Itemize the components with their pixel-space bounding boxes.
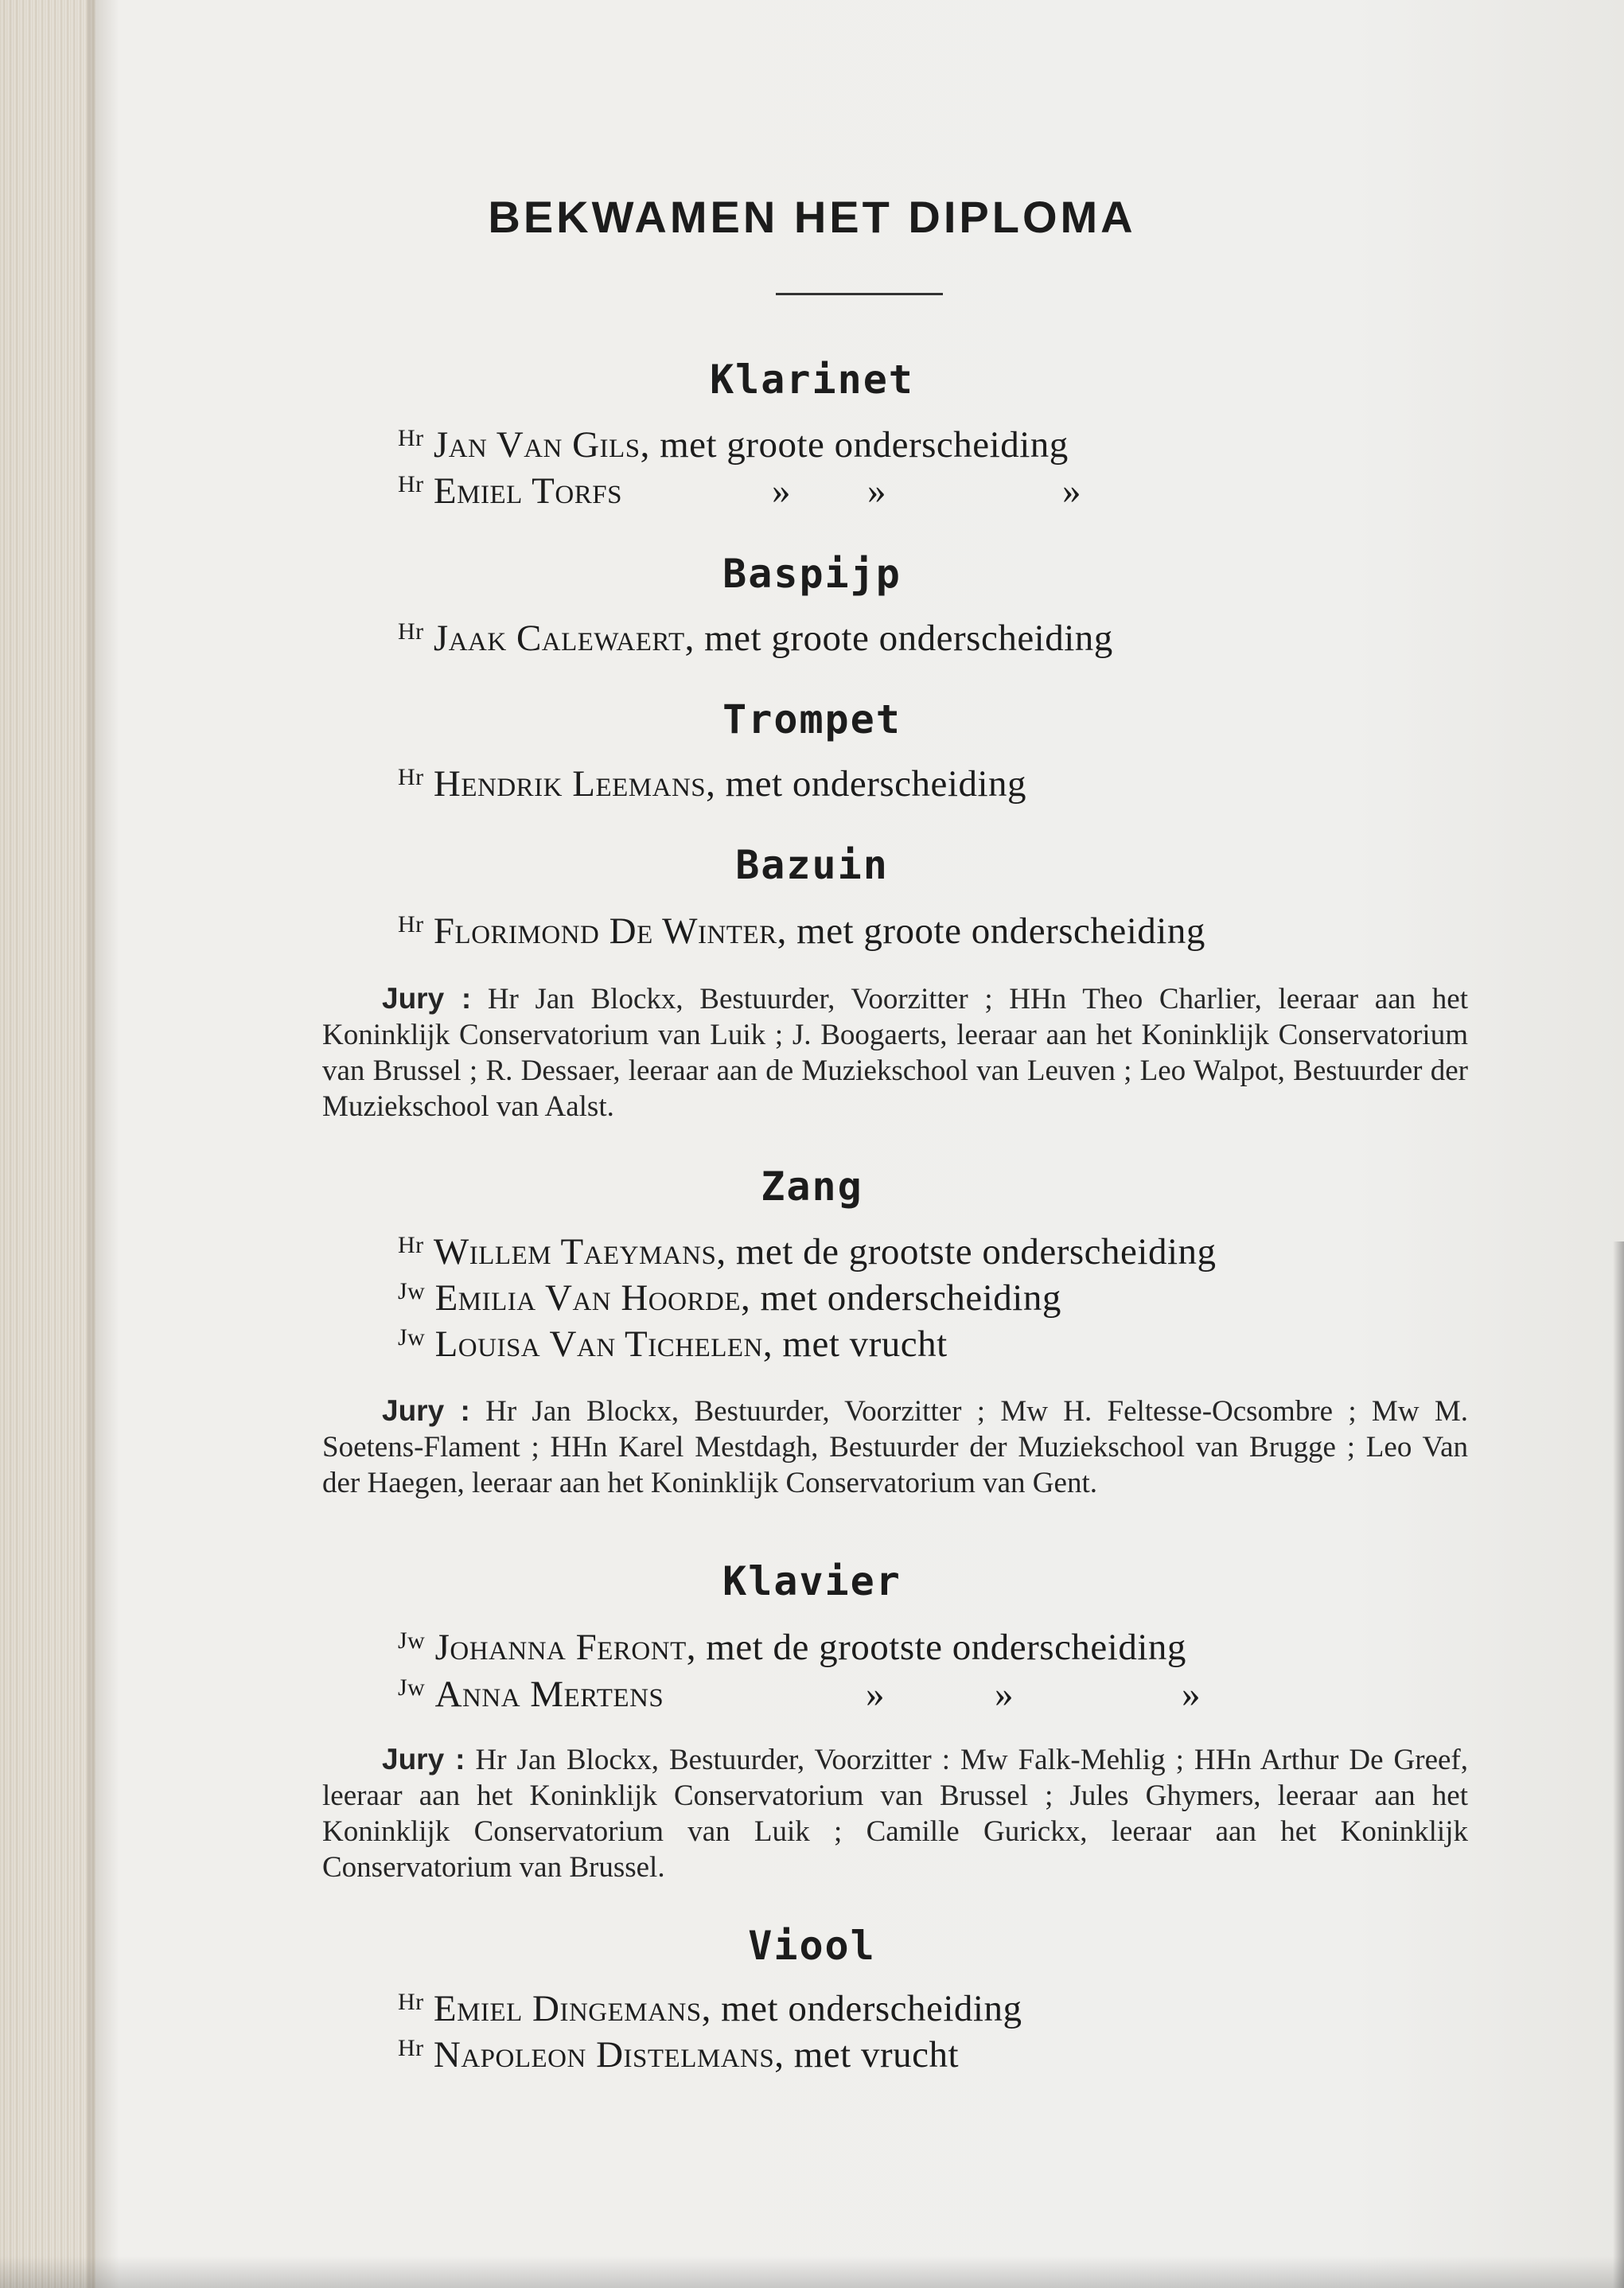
entry-detail: , met onderscheiding [740, 1277, 1061, 1319]
jury-text: Hr Jan Blockx, Bestuurder, Voorzitter ; HHn Theo Charlier, leeraar aan het Koninklijk Conservatorium van Luik ; J. Boogaerts, leeraar aan het Koninklijk Conservatorium van Brussel ; R. Dessaer, leeraar aan de Muziekschool van Leuven ; Leo Walpot, Bestuurder der Muziekschool van Aalst. [322, 983, 1468, 1123]
jury-label: Jury : [382, 1743, 465, 1775]
jury-paragraph-zang [322, 1393, 1468, 1501]
section-heading-viool: Viool [748, 1923, 876, 1969]
entry-willem-taeymans [398, 1230, 1217, 1273]
ditto-mark: » [867, 470, 886, 512]
entry-detail: , met groote onderscheiding [640, 424, 1069, 466]
entry-name: Anna Mertens [434, 1674, 664, 1715]
entry-emiel-torfs [398, 470, 1194, 513]
entry-detail: , met groote onderscheiding [684, 618, 1113, 659]
entry-jaak-calewaert [398, 617, 1113, 660]
entry-emilia-van-hoorde [398, 1277, 1061, 1319]
jury-label: Jury : [382, 982, 472, 1015]
ditto-mark: » [866, 1674, 885, 1715]
entry-title: Jw [398, 1324, 426, 1351]
entry-detail: , met de grootste onderscheiding [686, 1627, 1186, 1668]
jury-paragraph-klavier [322, 1741, 1468, 1885]
entry-napoleon-distelmans [398, 2033, 959, 2076]
entry-title: Hr [398, 764, 424, 790]
entry-title: Jw [398, 1627, 426, 1654]
entry-name: Florimond De Winter [433, 910, 777, 952]
section-heading-zang: Zang [761, 1163, 863, 1210]
entry-title: Hr [398, 1232, 424, 1258]
bottom-edge-shadow [0, 2256, 1624, 2288]
ditto-mark: » [995, 1674, 1014, 1715]
entry-title: Hr [398, 425, 424, 451]
entry-name: Johanna Feront [434, 1627, 687, 1668]
entry-detail: , met de grootste onderscheiding [716, 1231, 1217, 1273]
section-heading-baspijp: Baspijp [722, 551, 902, 597]
ditto-mark: » [1062, 470, 1081, 512]
jury-text: Hr Jan Blockx, Bestuurder, Voorzitter : Mw Falk-Mehlig ; HHn Arthur De Greef, leeraar aan het Koninklijk Conservatorium van Brussel ; Jules Ghymers, leeraar aan het Koninklijk Conservatorium van Luik ; Camille Gurickx, leeraar aan het Koninklijk Conservatorium van Brussel. [322, 1744, 1468, 1884]
entry-name: Emilia Van Hoorde [434, 1277, 741, 1319]
entry-title: Hr [398, 2035, 424, 2061]
section-heading-trompet: Trompet [722, 696, 902, 743]
entry-detail: , met groote onderscheiding [777, 910, 1205, 952]
title-rule [776, 293, 943, 295]
entry-emiel-dingemans [398, 1987, 1022, 2030]
jury-paragraph-bazuin [322, 980, 1468, 1125]
entry-name: Napoleon Distelmans [433, 2034, 775, 2076]
entry-detail: , met vrucht [762, 1323, 948, 1365]
entry-name: Jan Van Gils [433, 424, 641, 466]
ditto-mark: » [1182, 1674, 1201, 1715]
section-heading-bazuin: Bazuin [735, 842, 889, 888]
jury-label: Jury : [382, 1394, 470, 1427]
entry-name: Jaak Calewaert [433, 618, 685, 659]
entry-name: Willem Taeymans [433, 1231, 717, 1273]
section-heading-klarinet: Klarinet [710, 357, 914, 403]
entry-name: Hendrik Leemans [433, 763, 707, 805]
entry-name: Louisa Van Tichelen [434, 1323, 763, 1365]
entry-title: Hr [398, 618, 424, 645]
entry-title: Hr [398, 1989, 424, 2015]
ditto-mark: » [772, 470, 791, 512]
jury-text: Hr Jan Blockx, Bestuurder, Voorzitter ; Mw H. Feltesse-Ocsombre ; Mw M. Soetens-Flament ; HHn Karel Mestdagh, Bestuurder der Muziekschool van Brugge ; Leo Van der Haegen, leeraar aan het Koninklijk Conservatorium van Gent. [322, 1395, 1468, 1499]
entry-name: Emiel Torfs [433, 470, 622, 512]
entry-hendrik-leemans [398, 762, 1026, 805]
entry-anna-mertens [398, 1673, 1273, 1716]
entry-jan-van-gils [398, 423, 1069, 466]
entry-title: Hr [398, 911, 424, 937]
page-title: BEKWAMEN HET DIPLOMA [488, 192, 1136, 242]
entry-detail: , met onderscheiding [701, 1988, 1022, 2029]
entry-title: Jw [398, 1278, 426, 1304]
entry-title: Jw [398, 1674, 426, 1701]
entry-johanna-feront [398, 1626, 1186, 1669]
entry-name: Emiel Dingemans [433, 1988, 702, 2029]
entry-detail: , met onderscheiding [706, 763, 1027, 805]
entry-detail: , met vrucht [774, 2034, 960, 2076]
entry-title: Hr [398, 471, 424, 497]
entry-florimond-de-winter [398, 910, 1205, 953]
right-edge-shadow [1613, 1241, 1624, 2288]
section-heading-klavier: Klavier [722, 1558, 902, 1604]
entry-louisa-van-tichelen [398, 1323, 948, 1366]
